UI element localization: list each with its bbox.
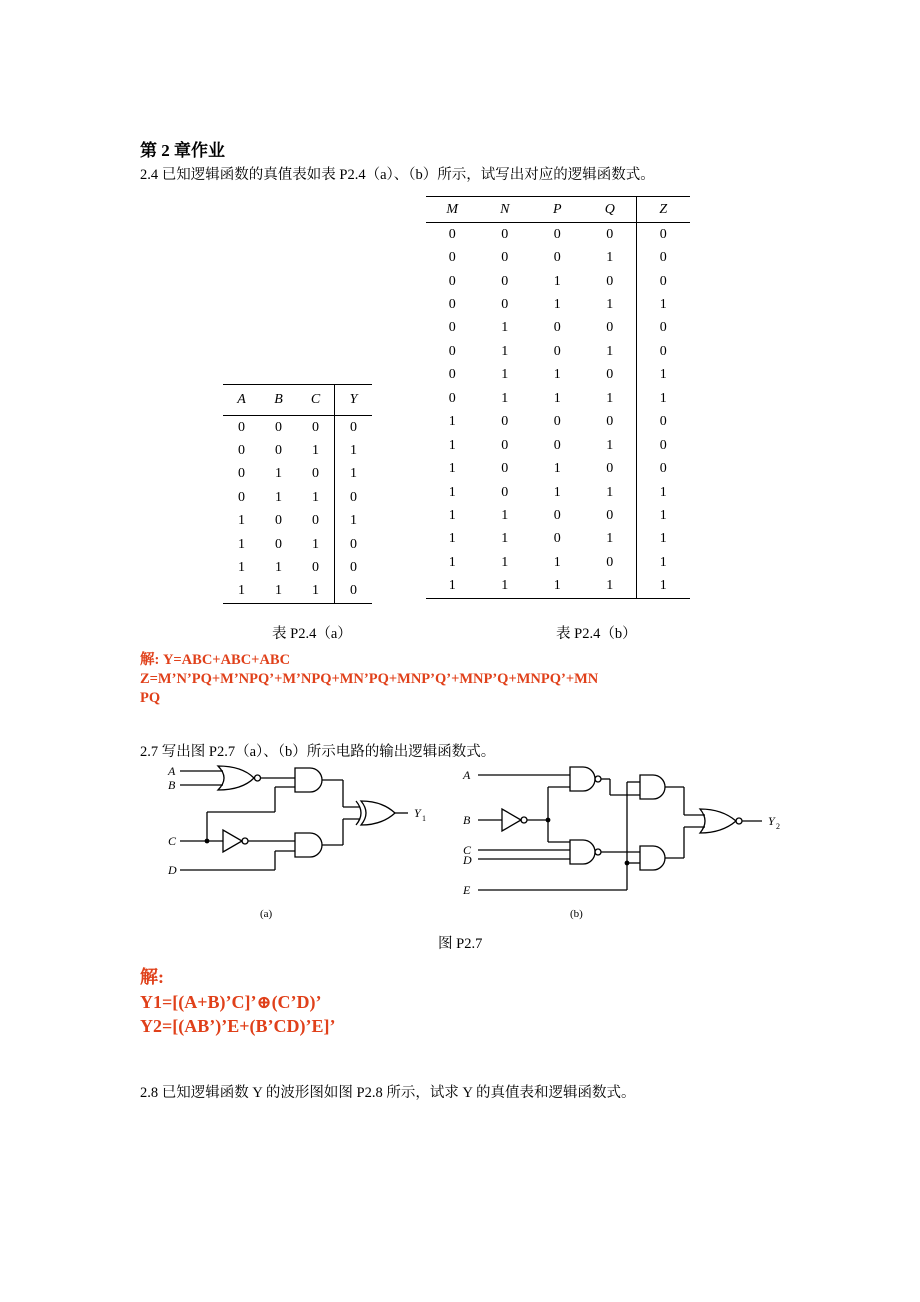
table-cell: 1 [553, 297, 561, 313]
table-cell: 1 [606, 250, 614, 266]
table-cell: 0 [606, 554, 614, 570]
question-2-4: 2.4 已知逻辑函数的真值表如表 P2.4（a）、（b）所示，试写出对应的逻辑函数式。 [140, 167, 655, 183]
table-cell: 1 [553, 461, 561, 477]
table-cell: 1 [606, 578, 614, 594]
table-cell: 0 [335, 533, 373, 556]
table-cell: 0 [238, 419, 245, 435]
label-y1-subscript: 1 [422, 814, 426, 823]
label-e-input: E [463, 883, 471, 897]
table-cell: 1 [501, 390, 509, 406]
table-cell: 0 [312, 419, 319, 435]
table-header-row [426, 197, 690, 223]
table-row [426, 504, 690, 527]
table-row [426, 270, 690, 293]
table-row [223, 533, 372, 556]
table-cell: 0 [275, 419, 282, 435]
table-cell: 1 [312, 443, 319, 459]
table-cell: 0 [501, 250, 509, 266]
label-y2-output: Y [768, 814, 775, 828]
table-cell: 0 [606, 414, 614, 430]
table-row [426, 364, 690, 387]
table-cell: 0 [448, 343, 456, 359]
header-cell: P [552, 201, 562, 217]
table-cell: 1 [606, 484, 614, 500]
header-cell: A [237, 392, 246, 407]
table-cell: 1 [501, 507, 509, 523]
table-cell: 0 [275, 513, 282, 529]
table-cell: 0 [501, 461, 509, 477]
answer-2-7-y2: Y2=[(AB’)’E+(B’CD)’E]’ [140, 1016, 336, 1036]
table-row [426, 457, 690, 480]
table-cell: 1 [553, 273, 561, 289]
table-cell: 1 [275, 583, 282, 599]
table-cell: 1 [448, 531, 456, 547]
label-a-input: A [168, 764, 176, 778]
table-cell: 1 [501, 554, 509, 570]
question-2-7: 2.7 写出图 P2.7（a）、（b）所示电路的输出逻辑函数式。 [140, 744, 496, 760]
label-a-input: A [463, 768, 471, 782]
table-cell: 1 [553, 367, 561, 383]
table-header-row [223, 385, 372, 416]
table-cell: 1 [606, 390, 614, 406]
table-row [426, 246, 690, 269]
table-cell: 0 [448, 297, 456, 313]
table-cell: 1 [238, 513, 245, 529]
table-cell: 0 [448, 367, 456, 383]
answer-2-7-y1: Y1=[(A+B)’C]’⊕(C’D)’ [140, 992, 322, 1012]
header-cell: B [274, 392, 283, 407]
table-cell: 0 [606, 320, 614, 336]
table-cell: 0 [553, 437, 561, 453]
table-cell: 1 [335, 510, 373, 533]
table-row [426, 411, 690, 434]
table-cell: 0 [501, 437, 509, 453]
table-cell: 1 [238, 536, 245, 552]
table-cell: 1 [553, 554, 561, 570]
table-cell: 0 [312, 513, 319, 529]
header-cell: N [500, 201, 510, 217]
subfigure-a-label: (a) [260, 908, 273, 920]
table-cell: 1 [275, 489, 282, 505]
table-row [426, 340, 690, 363]
truth-table-a [223, 384, 372, 604]
label-y2-subscript: 2 [776, 822, 780, 831]
table-a-caption: 表 P2.4（a） [272, 626, 352, 642]
table-cell: 0 [335, 580, 373, 604]
table-cell: 0 [606, 367, 614, 383]
table-cell: 1 [606, 297, 614, 313]
header-cell: Q [604, 201, 615, 217]
table-cell: 0 [238, 466, 245, 482]
table-row [223, 556, 372, 579]
table-cell: 1 [606, 437, 614, 453]
table-cell: 1 [501, 367, 509, 383]
table-cell: 1 [637, 293, 690, 316]
label-c-input: C [168, 834, 177, 848]
table-cell: 1 [312, 489, 319, 505]
table-row [223, 439, 372, 462]
table-cell: 0 [312, 466, 319, 482]
table-cell: 1 [637, 551, 690, 574]
answer-2-4-line2: Z=M’N’PQ+M’NPQ’+M’NPQ+MN’PQ+MNP’Q’+MNP’Q+MNPQ’+MN [140, 671, 599, 687]
answer-2-4-line3: PQ [140, 690, 161, 706]
table-cell: 0 [637, 223, 690, 247]
table-row [426, 293, 690, 316]
table-cell: 1 [501, 578, 509, 594]
table-cell: 1 [238, 583, 245, 599]
table-row [223, 510, 372, 533]
table-cell: 1 [501, 531, 509, 547]
table-cell: 1 [501, 343, 509, 359]
circuit-figure [150, 760, 800, 930]
table-row [426, 387, 690, 410]
header-cell: C [310, 392, 321, 407]
table-cell: 0 [637, 411, 690, 434]
table-cell: 0 [335, 486, 373, 509]
table-cell: 0 [553, 531, 561, 547]
subfigure-b-label: (b) [570, 908, 583, 920]
table-cell: 1 [637, 528, 690, 551]
table-cell: 0 [501, 226, 509, 242]
answer-2-7-title: 解: [140, 967, 164, 987]
table-cell: 0 [553, 414, 561, 430]
table-cell: 0 [637, 457, 690, 480]
table-cell: 1 [637, 504, 690, 527]
figure-caption: 图 P2.7 [438, 936, 483, 952]
table-b-caption: 表 P2.4（b） [556, 626, 637, 642]
table-cell: 1 [553, 390, 561, 406]
table-cell: 1 [275, 466, 282, 482]
table-cell: 0 [238, 489, 245, 505]
table-cell: 0 [501, 484, 509, 500]
table-cell: 0 [448, 226, 456, 242]
table-cell: 0 [448, 250, 456, 266]
table-cell: 0 [606, 273, 614, 289]
table-cell: 0 [553, 250, 561, 266]
truth-table-b [426, 196, 690, 599]
question-2-8: 2.8 已知逻辑函数 Y 的波形图如图 P2.8 所示，试求 Y 的真值表和逻辑函数式。 [140, 1085, 636, 1101]
table-cell: 0 [275, 443, 282, 459]
table-row [223, 416, 372, 440]
table-cell: 1 [606, 343, 614, 359]
table-cell: 0 [553, 507, 561, 523]
table-cell: 1 [275, 560, 282, 576]
table-row [223, 580, 372, 604]
table-cell: 1 [335, 463, 373, 486]
table-cell: 0 [637, 246, 690, 269]
label-y1-output: Y [414, 806, 421, 820]
label-d-input: D [463, 853, 472, 867]
table-cell: 0 [637, 270, 690, 293]
table-cell: 0 [501, 414, 509, 430]
table-cell: 1 [553, 484, 561, 500]
table-cell: 0 [553, 320, 561, 336]
table-cell: 0 [275, 536, 282, 552]
table-cell: 1 [448, 507, 456, 523]
table-row [426, 481, 690, 504]
table-cell: 0 [553, 226, 561, 242]
table-cell: 1 [637, 481, 690, 504]
label-c-input: C [463, 843, 472, 857]
table-cell: 0 [606, 226, 614, 242]
table-row [223, 486, 372, 509]
table-cell: 1 [448, 484, 456, 500]
table-row [426, 434, 690, 457]
table-cell: 1 [448, 414, 456, 430]
table-cell: 1 [553, 578, 561, 594]
table-row [426, 575, 690, 599]
table-row [426, 223, 690, 247]
table-row [426, 528, 690, 551]
page-title: 第 2 章作业 [140, 141, 225, 160]
header-cell: Y [335, 385, 373, 416]
table-cell: 0 [312, 560, 319, 576]
table-cell: 0 [501, 273, 509, 289]
header-cell: Z [637, 197, 690, 223]
table-cell: 1 [448, 554, 456, 570]
table-cell: 1 [448, 437, 456, 453]
table-cell: 0 [448, 390, 456, 406]
table-cell: 1 [637, 364, 690, 387]
label-b-input: B [168, 778, 176, 792]
table-cell: 1 [606, 531, 614, 547]
table-cell: 0 [637, 434, 690, 457]
table-cell: 0 [501, 297, 509, 313]
table-cell: 0 [606, 461, 614, 477]
table-row [223, 463, 372, 486]
table-cell: 0 [637, 317, 690, 340]
table-cell: 0 [553, 343, 561, 359]
table-row [426, 317, 690, 340]
table-cell: 1 [448, 578, 456, 594]
table-cell: 1 [335, 439, 373, 462]
label-d-input: D [168, 863, 177, 877]
table-cell: 0 [606, 507, 614, 523]
header-cell: M [446, 201, 459, 217]
table-cell: 1 [312, 536, 319, 552]
table-row [426, 551, 690, 574]
table-cell: 1 [501, 320, 509, 336]
table-cell: 1 [637, 387, 690, 410]
table-cell: 1 [637, 575, 690, 599]
table-cell: 1 [448, 461, 456, 477]
answer-2-4-line1: 解: Y=ABC+ABC+ABC [140, 652, 291, 668]
table-cell: 0 [335, 416, 373, 440]
table-cell: 0 [448, 320, 456, 336]
table-cell: 1 [312, 583, 319, 599]
table-cell: 0 [637, 340, 690, 363]
table-cell: 0 [448, 273, 456, 289]
label-b-input: B [463, 813, 471, 827]
table-cell: 1 [238, 560, 245, 576]
table-cell: 0 [335, 556, 373, 579]
table-cell: 0 [238, 443, 245, 459]
